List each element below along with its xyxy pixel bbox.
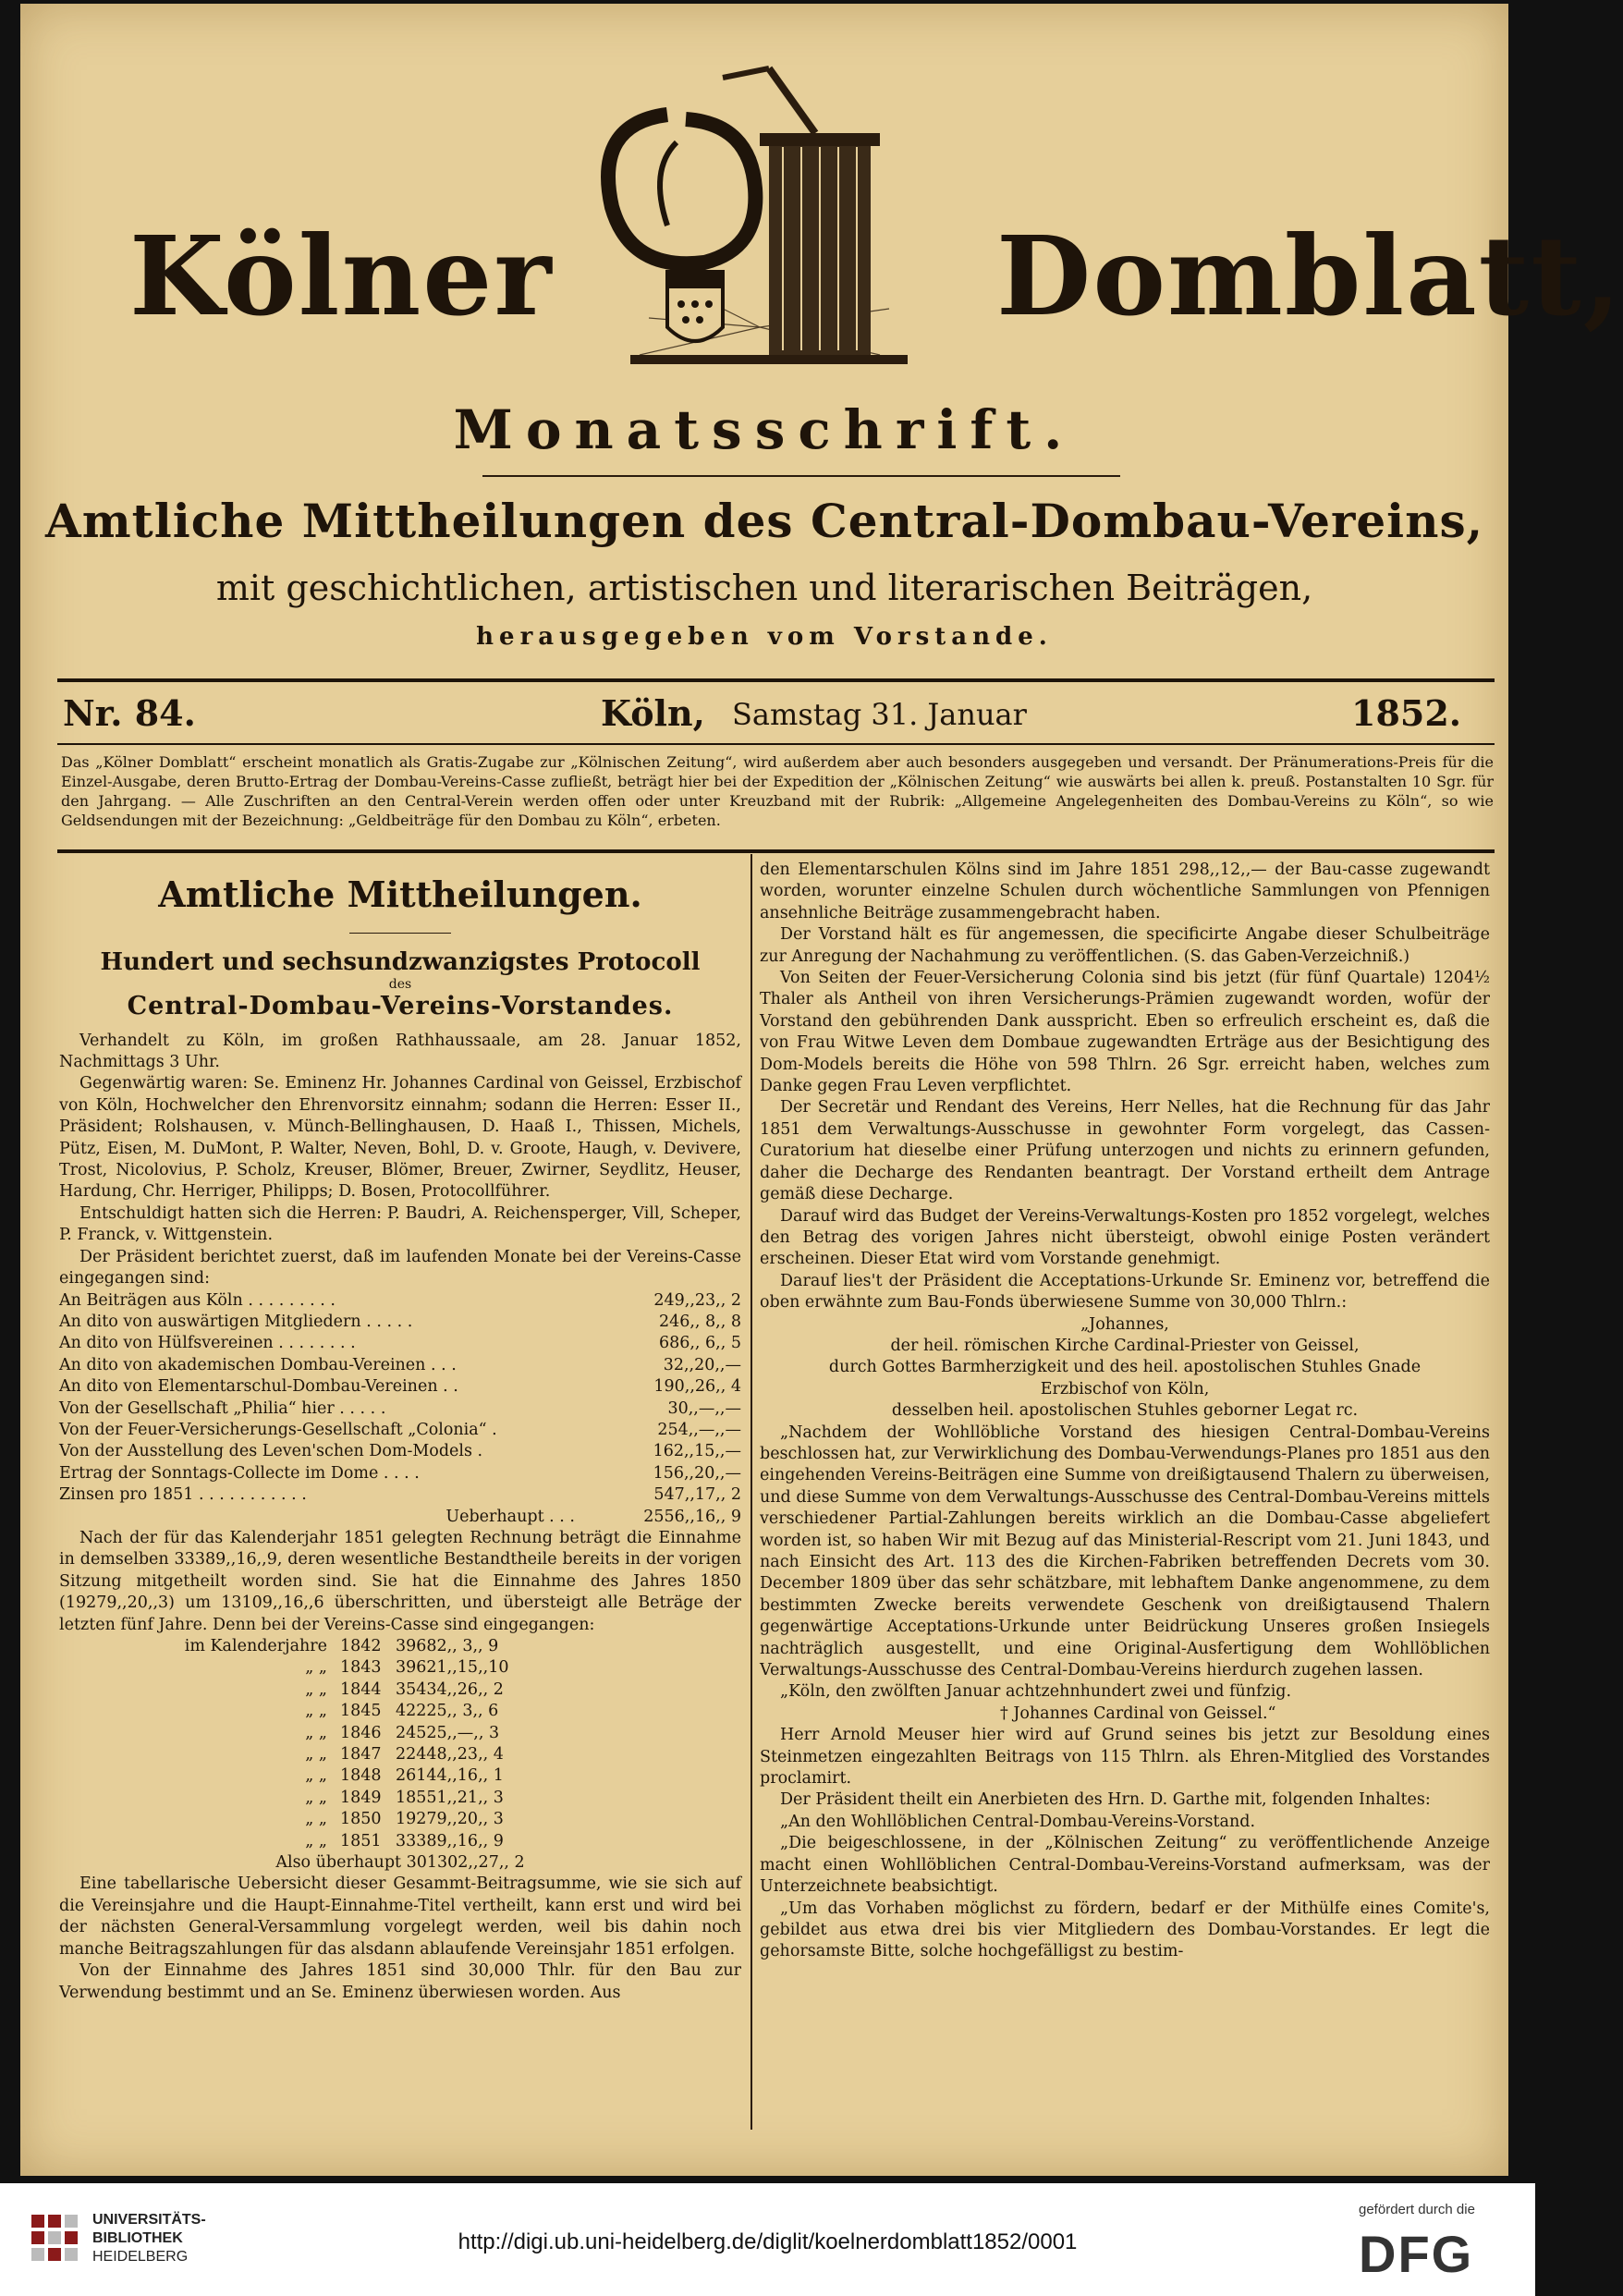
- newspaper-page: [20, 4, 1623, 2176]
- paragraph: „Die beigeschlossene, in der „Kölnischen Zeitung“ zu veröffentlichende Anzeige macht einen Wohllöblichen Central-Dombau-Vereins-Vorstand aufmerksam, was der Unterzeichnete beabsichtigt.: [760, 1834, 1490, 1897]
- year-prefix: im Kalenderjahre: [184, 1637, 327, 1655]
- paragraph: Darauf lies't der Präsident die Acceptations-Urkunde Sr. Eminenz vor, betreffend die oben erwähnte zum Bau-Fonds überwiesene Summe von 30,000 Thlrn.:: [760, 1271, 1490, 1313]
- protocol-title: Hundert und sechsundzwanzigstes Protocoll: [100, 948, 701, 977]
- paragraph: Von der Einnahme des Jahres 1851 sind 30,000 Thlr. für den Bau zur Verwendung bestimmt und an Se. Eminenz überwiesen worden. Aus: [59, 1961, 741, 2002]
- protocol-des: des: [388, 976, 412, 992]
- section-heading: Amtliche Mittheilungen.: [158, 873, 642, 915]
- paragraph: „An den Wohllöblichen Central-Dombau-Vereins-Vorstand.: [780, 1812, 1256, 1831]
- receipt-total-label: Ueberhaupt . . .: [445, 1507, 575, 1526]
- library-name-line: BIBLIOTHEK: [92, 2230, 183, 2246]
- receipt-row: [59, 1441, 741, 1462]
- receipt-row: [59, 1463, 741, 1484]
- receipts-table: [59, 1290, 741, 1528]
- year-amount: 33389,,16,, 9: [396, 1831, 504, 1850]
- year-row: [59, 1657, 741, 1679]
- year-row: [59, 1788, 741, 1809]
- funded-by-label: gefördert durch die: [1359, 2202, 1475, 2217]
- receipt-total-amount: 2556,,16,, 9: [643, 1507, 741, 1526]
- receipt-amount: 686,, 6,, 5: [658, 1334, 741, 1353]
- paragraph: Verhandelt zu Köln, im großen Rathhaussaale, am 28. Januar 1852, Nachmittags 3 Uhr.: [59, 1031, 741, 1072]
- year-row: [59, 1679, 741, 1701]
- column-divider: [750, 854, 752, 2130]
- masthead-title-left: Kölner: [129, 212, 554, 340]
- year-amount: 22448,,23,, 4: [396, 1745, 504, 1765]
- paragraph: Der Secretär und Rendant des Vereins, Herr Nelles, hat die Rechnung für das Jahr 1851 dem Verwaltungs-Ausschusse in gewohnter Form vorgelegt, das Cassen-Curatorium hat dieselbe einer Prüfung unterzogen und nichts zu erinnern gefunden, daher die Decharge des Rendanten beantragt. Der Vorstand ertheilt dem Antrage gemäß diese Decharge.: [760, 1098, 1490, 1204]
- year-value: 1845: [340, 1702, 382, 1721]
- year-amount: 39621,,15,,10: [396, 1658, 509, 1678]
- year-value: 1847: [340, 1745, 382, 1765]
- receipt-label: An dito von Elementarschul-Dombau-Vereinen . .: [59, 1377, 458, 1397]
- document-heading-line: „Johannes,: [1080, 1314, 1169, 1334]
- issue-number: Nr. 84.: [63, 692, 196, 734]
- paragraph: Eine tabellarische Uebersicht dieser Gesammt-Beitragsumme, wie sie sich auf die Vereinsjahre und die Haupt-Einnahme-Titel vertheilt, kann erst und wird bei der nächsten General-Versammlung vorgelegt werden, weil bis dahin noch manche Beitragszahlungen für das alsdann ablaufende Vereinsjahr 1851 erfolgen.: [59, 1875, 741, 1959]
- divider: [57, 743, 1495, 745]
- receipt-row: [59, 1398, 741, 1420]
- year-amount: 26144,,16,, 1: [396, 1766, 504, 1786]
- year-value: 1846: [340, 1723, 382, 1742]
- year-amount: 42225,, 3,, 6: [396, 1702, 499, 1721]
- protocol-org: Central-Dombau-Vereins-Vorstandes.: [127, 992, 674, 1021]
- paragraph: den Elementarschulen Kölns sind im Jahre 1851 298,,12,,— der Bau-casse zugewandt worden, worunter einzelne Schulen durch wöchentliche Sammlungen von Pfennigen ansehnliche Beiträge zusammengebracht haben.: [760, 861, 1490, 922]
- year-prefix: „ „: [305, 1702, 327, 1721]
- paragraph: Herr Arnold Meuser hier wird auf Grund seines bis jetzt zur Besoldung eines Steinmetzen eingezahlten Beitrags von 115 Thlrn. als Ehren-Mitglied des Vorstandes proclamirt.: [760, 1726, 1490, 1789]
- receipt-row: [59, 1484, 741, 1506]
- paragraph: Der Vorstand hält es für angemessen, die specificirte Angabe dieser Schulbeiträge zur Anregung der Nachahmung zu veröffentlichen. (S. das Gaben-Verzeichniß.): [760, 925, 1490, 966]
- paragraph: Darauf wird das Budget der Vereins-Verwaltungs-Kosten pro 1852 vorgelegt, welches den Betrag des vorigen Jahres nicht übersteigt, obwohl einige Posten verändert erscheinen. Dieser Etat wird vom Vorstande genehmigt.: [760, 1206, 1490, 1269]
- library-name-line: UNIVERSITÄTS-: [92, 2212, 206, 2228]
- divider: [349, 933, 451, 934]
- paragraph: Der Präsident berichtet zuerst, daß im laufenden Monate bei der Vereins-Casse eingegangen sind:: [59, 1247, 741, 1288]
- document-heading-line: Erzbischof von Köln,: [1040, 1379, 1210, 1398]
- year-row: [59, 1701, 741, 1722]
- year-prefix: „ „: [305, 1679, 327, 1699]
- receipt-amount: 190,,26,, 4: [653, 1377, 741, 1397]
- paragraph: Der Präsident theilt ein Anerbieten des Hrn. D. Garthe mit, folgenden Inhaltes:: [780, 1790, 1431, 1810]
- receipt-label: Ertrag der Sonntags-Collecte im Dome . . . .: [59, 1463, 420, 1483]
- year-row: [59, 1831, 741, 1852]
- paragraph: Entschuldigt hatten sich die Herren: P. Baudri, A. Reichensperger, Vill, Scheper, P. Franck, v. Wittgenstein.: [59, 1203, 741, 1245]
- paragraph: Nach der für das Kalenderjahr 1851 gelegten Rechnung beträgt die Einnahme in demselben 33389,,16,,9, deren wesentliche Bestandtheile bereits in der vorigen Sitzung mitgetheilt worden sind. Sie hat die Einnahme des Jahres 1850 (19279,,20,,3) um 13109,,16,,6 überschritten, und übersteigt alle Beträge der letzten fünf Jahre. Denn bei der Vereins-Casse sind eingegangen:: [59, 1528, 741, 1634]
- subtitle-herausgeber: herausgegeben vom Vorstande.: [476, 623, 1053, 651]
- receipt-label: Zinsen pro 1851 . . . . . . . . . . .: [59, 1485, 307, 1505]
- receipt-total-row: [59, 1507, 741, 1528]
- right-column: [760, 860, 1490, 1963]
- receipt-amount: 547,,17,, 2: [653, 1485, 741, 1505]
- receipt-label: Von der Gesellschaft „Philia“ hier . . . . .: [59, 1398, 386, 1418]
- years-table: [59, 1636, 741, 1874]
- viewer-footer: [0, 2183, 1535, 2296]
- document-heading-line: der heil. römischen Kirche Cardinal-Priester von Geissel,: [890, 1336, 1360, 1355]
- year-row: [59, 1809, 741, 1830]
- divider: [482, 475, 1120, 477]
- year-amount: 19279,,20,, 3: [396, 1810, 504, 1829]
- document-heading-line: durch Gottes Barmherzigkeit und des heil. apostolischen Stuhles Gnade: [828, 1358, 1422, 1377]
- receipt-amount: 156,,20,,—: [653, 1463, 741, 1483]
- subtitle-monatsschrift: Monatsschrift.: [453, 398, 1076, 461]
- receipt-amount: 246,, 8,, 8: [658, 1312, 741, 1331]
- year-value: 1842: [340, 1637, 382, 1655]
- issue-date: Samstag 31. Januar: [732, 697, 1027, 732]
- receipt-label: An Beiträgen aus Köln . . . . . . . . .: [59, 1290, 336, 1310]
- dfg-logo: DFG: [1359, 2225, 1474, 2283]
- year-value: 1844: [340, 1679, 382, 1699]
- receipt-amount: 32,,20,,—: [663, 1355, 741, 1374]
- receipt-label: An dito von Hülfsvereinen . . . . . . . .: [59, 1334, 356, 1353]
- receipt-row: [59, 1312, 741, 1333]
- paragraph: Von Seiten der Feuer-Versicherung Colonia sind bis jetzt (für fünf Quartale) 1204½ Thaler als Antheil von ihren Versicherungs-Prämien zugewandt worden, wofür der Vorstand den gebührenden Dank ausspricht. Eben so erfreulich erscheint es, daß die von Frau Witwe Leven dem Dombaue zugewandten Erträge aus der Besichtigung des Dom-Models bereits die Höhe von 598 Thlrn. 26 Sgr. erreicht haben, welches zum Danke gegen Frau Leven verpflichtet.: [760, 969, 1490, 1096]
- permalink-url[interactable]: http://digi.ub.uni-heidelberg.de/diglit/koelnerdomblatt1852/0001: [458, 2229, 1078, 2254]
- receipt-label: An dito von auswärtigen Mitgliedern . . . . .: [59, 1312, 413, 1331]
- receipt-label: Von der Ausstellung des Leven'schen Dom-Models .: [59, 1442, 483, 1461]
- divider: [57, 678, 1495, 682]
- receipt-label: Von der Feuer-Versicherungs-Gesellschaft „Colonia“ .: [59, 1420, 497, 1439]
- receipt-amount: 254,,—,,—: [657, 1420, 741, 1439]
- year-amount: 39682,, 3,, 9: [396, 1637, 499, 1655]
- paragraph: „Nachdem der Wohllöbliche Vorstand des hiesigen Central-Dombau-Vereins beschlossen hat, zur Verwirklichung des Dombau-Verwendungs-Planes pro 1851 aus den eingehenden Vereins-Beiträgen eine Summe von dreißigtausend Thalern zu überweisen, und diese Summe von dem Verwaltungs-Ausschusse des Central-Dombau-Vereins mittels verschiedener Partial-Zahlungen bereits wirklich an die Dombau-Casse abgeliefert worden ist, so haben Wir mit Bezug auf das Ministerial-Rescript vom 21. Juni 1843, und nach Einsicht des Art. 113 des die Kirchen-Fabriken betreffenden Decrets vom 30. December 1809 über das sehr schätzbare, mit lebhaftem Danke angenommene, zu dem bestimmten Zwecke bereits verwendete Geschenk von dreißigtausend Thalern gegenwärtige Acceptations-Urkunde unter Beidrückung Unseres großen Insiegels nachträglich ausgestellt, und eine Original-Ausfertigung dem Wohllöblichen Verwaltungs-Ausschusse des Central-Dombau-Vereins hierdurch zugehen lassen.: [760, 1423, 1490, 1680]
- year-value: 1851: [340, 1831, 382, 1850]
- receipt-row: [59, 1290, 741, 1312]
- receipt-row: [59, 1333, 741, 1354]
- signature-line: † Johannes Cardinal von Geissel.“: [1000, 1704, 1276, 1723]
- year-value: 1850: [340, 1810, 382, 1829]
- year-value: 1848: [340, 1766, 382, 1786]
- left-column: [59, 863, 741, 2004]
- paragraph: „Um das Vorhaben möglichst zu fördern, bedarf er der Mithülfe eines Comite's, gebildet aus etwa drei bis vier Mitgliedern des Dombau-Vorstandes. Er legt die gehorsamste Bitte, solche hochgefälligst zu bestim-: [760, 1899, 1490, 1961]
- issue-place: Köln,: [601, 692, 705, 734]
- receipt-row: [59, 1376, 741, 1398]
- receipt-label: An dito von akademischen Dombau-Vereinen . . .: [59, 1355, 457, 1374]
- document-heading-line: desselben heil. apostolischen Stuhles geborner Legat rc.: [891, 1401, 1359, 1421]
- year-row: [59, 1765, 741, 1787]
- year-prefix: „ „: [305, 1766, 327, 1786]
- year-prefix: „ „: [305, 1723, 327, 1742]
- subtitle-amtliche: Amtliche Mittheilungen des Central-Dombau-Vereins,: [44, 494, 1484, 548]
- divider: [57, 849, 1495, 853]
- year-row: [59, 1636, 741, 1657]
- year-prefix: „ „: [305, 1788, 327, 1807]
- cathedral-emblem-icon: [538, 50, 982, 401]
- receipt-row: [59, 1355, 741, 1376]
- receipt-amount: 30,,—,,—: [667, 1398, 741, 1418]
- year-prefix: „ „: [305, 1831, 327, 1850]
- year-row: [59, 1723, 741, 1744]
- year-value: 1849: [340, 1788, 382, 1807]
- receipt-amount: 162,,15,,—: [653, 1442, 741, 1461]
- library-name-line: HEIDELBERG: [92, 2249, 189, 2265]
- receipt-row: [59, 1420, 741, 1441]
- year-row: [59, 1744, 741, 1765]
- masthead-title-right: Domblatt,: [996, 212, 1623, 340]
- subtitle-beitraege: mit geschichtlichen, artistischen und literarischen Beiträgen,: [215, 568, 1313, 608]
- subscription-notice: Das „Kölner Domblatt“ erscheint monatlich als Gratis-Zugabe zur „Kölnischen Zeitung“, wird außerdem aber auch besonders ausgegeben und versandt. Der Pränumerations-Preis für die Einzel-Ausgabe, deren Brutto-Ertrag der Dombau-Vereins-Casse zufließt, beträgt hier bei der Expedition der „Kölnischen Zeitung“ wie auswärts bei allen k. preuß. Postanstalten 10 Sgr. für den Jahrgang. — Alle Zuschriften an den Central-Verein werden offen oder unter Kreuzband mit der Rubrik: „Allgemeine Angelegenheiten des Dombau-Vereins zu Köln“, so wie Geldsendungen mit der Bezeichnung: „Geldbeiträge für den Dombau zu Köln“, erbeten.: [61, 753, 1494, 829]
- year-prefix: „ „: [305, 1745, 327, 1765]
- year-prefix: „ „: [305, 1810, 327, 1829]
- year-amount: 24525,,—,, 3: [396, 1723, 500, 1742]
- receipt-amount: 249,,23,, 2: [653, 1290, 741, 1310]
- paragraph: „Köln, den zwölften Januar achtzehnhundert zwei und fünfzig.: [780, 1682, 1292, 1702]
- year-prefix: „ „: [305, 1658, 327, 1678]
- year-amount: 35434,,26,, 2: [396, 1679, 504, 1699]
- paragraph: Gegenwärtig waren: Se. Eminenz Hr. Johannes Cardinal von Geissel, Erzbischof von Köln, Hochwelcher den Ehrenvorsitz einnahm; sodann die Herren: Esser II., Präsident; Rolshausen, v. Münch-Bellinghausen, D. Haaß I., Thissen, Michels, Pütz, Eisen, M. DuMont, P. Walter, Neven, Bohl, D. v. Groote, Haugh, v. Devivere, Trost, Nicolovius, P. Scholz, Kreuser, Blömer, Breuer, Zwirner, Seydlitz, Heuser, Hardung, Chr. Herriger, Philipps; D. Bosen, Protocollführer.: [59, 1074, 741, 1202]
- year-amount: 18551,,21,, 3: [396, 1788, 504, 1807]
- year-value: 1843: [340, 1658, 382, 1678]
- years-total: Also überhaupt 301302,,27,, 2: [275, 1853, 525, 1873]
- issue-year: 1852.: [1351, 692, 1461, 734]
